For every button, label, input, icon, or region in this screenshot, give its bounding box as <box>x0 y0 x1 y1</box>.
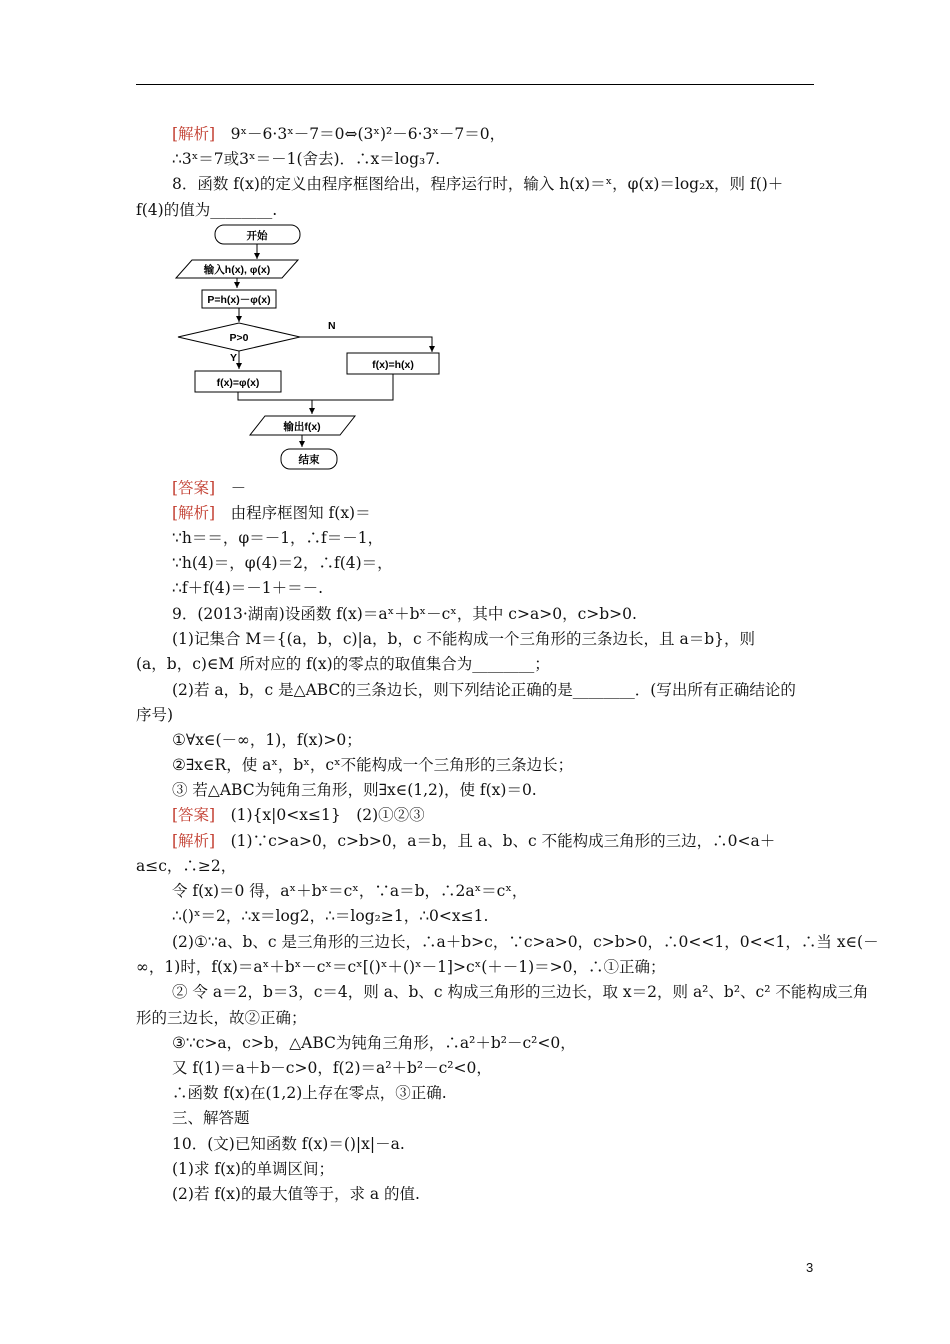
text-line-l15 <box>172 730 362 750</box>
line-text: (1)求 f(x)的单调区间； <box>172 1160 334 1178</box>
text-line-l12 <box>136 654 550 674</box>
line-text: (1)记集合 M＝{(a，b，c)|a，b，c 不能构成一个三角形的三条边长，且 a＝b}，则 <box>172 630 756 648</box>
input-label: 输入h(x), φ(x) <box>203 264 271 276</box>
text-line-l21 <box>172 881 527 901</box>
text-line-l16 <box>172 755 573 775</box>
line-text: 由程序框图知 f(x)＝ <box>215 504 371 522</box>
line-text: ∴()ˣ＝2，∴x＝log2，∴＝log₂≥1，∴0<x≤1. <box>172 907 489 925</box>
text-line-l20 <box>136 856 236 876</box>
text-line-l26 <box>136 1008 307 1028</box>
text-line-l2 <box>172 149 440 169</box>
line-text: ③∵c>a，c>b，△ABC为钝角三角形，∴a²＋b²－c²<0， <box>172 1034 576 1052</box>
text-line-l18 <box>172 805 425 825</box>
section-tag: [答案] <box>172 479 216 497</box>
line-text: 又 f(1)＝a＋b－c>0，f(2)＝a²＋b²－c²<0， <box>172 1059 492 1077</box>
line-text: 10．(文)已知函数 f(x)＝()|x|－a. <box>172 1135 405 1153</box>
text-line-l24 <box>136 957 666 977</box>
text-line-l32 <box>172 1159 334 1179</box>
line-text: (2)若 f(x)的最大值等于，求 a 的值. <box>172 1185 420 1203</box>
text-line-l28 <box>172 1058 492 1078</box>
yes-label: Y <box>230 352 238 364</box>
text-line-l27 <box>172 1033 576 1053</box>
line-text: (a，b，c)∈M 所对应的 f(x)的零点的取值集合为________； <box>136 655 550 673</box>
start-label: 开始 <box>246 230 268 242</box>
header-rule <box>136 84 814 85</box>
text-line-l9 <box>172 578 323 598</box>
text-line-l10 <box>172 604 637 624</box>
text-line-l11 <box>172 629 755 649</box>
text-line-l33 <box>172 1184 420 1204</box>
text-line-l3 <box>172 174 783 194</box>
text-line-l25 <box>172 982 868 1002</box>
line-text: 9ˣ－6·3ˣ－7＝0⇔(3ˣ)²－6·3ˣ－7＝0， <box>215 125 506 143</box>
line-text: (2)若 a，b，c 是△ABC的三条边长，则下列结论正确的是________．(写出所有正确结论的 <box>172 681 796 699</box>
decision-label: P>0 <box>229 332 249 344</box>
no-label: N <box>328 320 336 332</box>
line-text: ∴3ˣ＝7或3ˣ＝－1(舍去)．∴x＝log₃7. <box>172 150 440 168</box>
program-flowchart <box>170 222 490 472</box>
text-line-l22 <box>172 906 488 926</box>
line-text: ∴函数 f(x)在(1,2)上存在零点，③正确. <box>172 1084 447 1102</box>
text-line-l19 <box>172 831 775 851</box>
line-text: 9．(2013·湖南)设函数 f(x)＝aˣ＋bˣ－cˣ，其中 c>a>0，c>b>0. <box>172 605 637 623</box>
line-text: a≤c，∴≥2， <box>136 857 237 875</box>
line-text: (1){x|0<x≤1} (2)①②③ <box>215 806 425 824</box>
text-line-l23 <box>172 932 879 952</box>
text-line-l17 <box>172 780 537 800</box>
section-tag: [解析] <box>172 125 216 143</box>
line-text: 形的三边长，故②正确； <box>136 1009 307 1027</box>
line-text: ①∀x∈(－∞，1)，f(x)>0； <box>172 731 362 749</box>
line-text: (1)∵c>a>0，c>b>0，a＝b，且 a、b、c 不能构成三角形的三边，∴0<a＋ <box>215 832 776 850</box>
line-text: 8．函数 f(x)的定义由程序框图给出，程序运行时，输入 h(x)＝ˣ，φ(x)＝log₂x，则 f()＋ <box>172 175 784 193</box>
assign-label: P=h(x)－φ(x) <box>207 294 271 306</box>
text-line-l30 <box>172 1108 250 1128</box>
output-label: 输出f(x) <box>283 421 321 433</box>
no-branch-label: f(x)=h(x) <box>372 359 414 371</box>
text-line-l29 <box>172 1083 447 1103</box>
line-text: ② 令 a＝2，b＝3，c＝4，则 a、b、c 构成三角形的三边长，取 x＝2，则 a²、b²、c² 不能构成三角 <box>172 983 869 1001</box>
text-line-l8 <box>172 553 393 573</box>
text-line-l7 <box>172 528 383 548</box>
line-text: － <box>215 479 247 497</box>
line-text: f(4)的值为________. <box>136 201 278 219</box>
page-number: 3 <box>806 1260 814 1275</box>
text-line-l4 <box>136 200 277 220</box>
end-label: 结束 <box>298 454 320 466</box>
text-line-l6 <box>172 503 371 523</box>
line-text: 令 f(x)＝0 得，aˣ＋bˣ＝cˣ，∵a＝b，∴2aˣ＝cˣ， <box>172 882 528 900</box>
line-text: 序号) <box>136 706 174 724</box>
line-text: ∴f＋f(4)＝－1＋＝－. <box>172 579 324 597</box>
section-tag: [解析] <box>172 832 216 850</box>
text-line-l1 <box>172 124 505 144</box>
text-line-l14 <box>136 705 173 725</box>
line-text: ∞，1)时，f(x)＝aˣ＋bˣ－cˣ＝cˣ[()ˣ＋()ˣ－1]>cˣ(＋－1)＝>0，∴①正确； <box>136 958 666 976</box>
line-text: ∵h(4)＝，φ(4)＝2，∴f(4)＝， <box>172 554 393 572</box>
line-text: (2)①∵a、b、c 是三角形的三边长，∴a＋b>c，∵c>a>0，c>b>0，∴0<<1，0<<1，∴当 x∈(－ <box>172 933 879 951</box>
line-text: ③ 若△ABC为钝角三角形，则∃x∈(1,2)，使 f(x)＝0. <box>172 781 537 799</box>
text-line-l5 <box>172 478 246 498</box>
text-line-l13 <box>172 680 796 700</box>
line-text: ∵h＝＝，φ＝－1，∴f＝－1， <box>172 529 384 547</box>
section-tag: [解析] <box>172 504 216 522</box>
line-text: 三、解答题 <box>172 1109 250 1127</box>
section-tag: [答案] <box>172 806 216 824</box>
text-line-l31 <box>172 1134 405 1154</box>
yes-branch-label: f(x)=φ(x) <box>216 377 260 389</box>
line-text: ②∃x∈R，使 aˣ，bˣ，cˣ不能构成一个三角形的三条边长； <box>172 756 574 774</box>
